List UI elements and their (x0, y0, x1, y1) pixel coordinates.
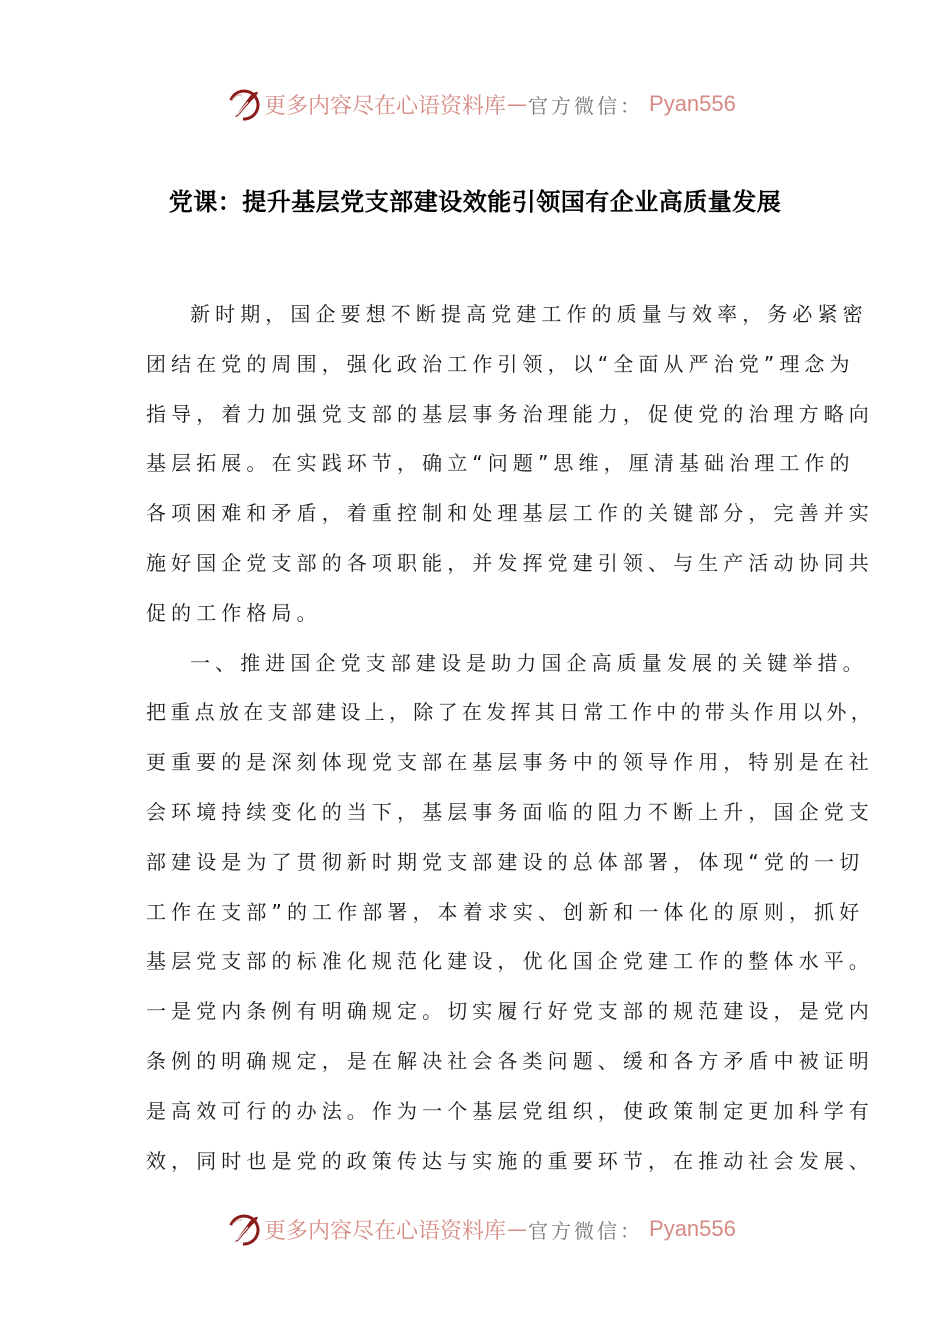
body-line: 条例的明确规定，是在解决社会各类问题、缓和各方矛盾中被证明 (146, 1048, 874, 1073)
body-line: 基层拓展。在实践环节，确立“问题”思维，厘清基础治理工作的 (146, 451, 855, 476)
watermark-official-label: 官方微信： (528, 93, 644, 118)
header-watermark (226, 84, 736, 124)
watermark-wechat-id: Pyan556 (649, 1216, 736, 1241)
body-line: 各项困难和矛盾，着重控制和处理基层工作的关键部分，完善并实 (146, 501, 874, 526)
watermark-dash: — (507, 92, 528, 116)
body-line: 把重点放在支部建设上，除了在发挥其日常工作中的带头作用以外， (146, 700, 875, 725)
body-line: 施好国企党支部的各项职能，并发挥党建引领、与生产活动协同共 (146, 550, 874, 575)
document-title: 党课：提升基层党支部建设效能引领国有企业高质量发展 (168, 188, 782, 216)
body-line: 基层党支部的标准化规范化建设，优化国企党建工作的整体水平。 (146, 949, 874, 974)
body-line: 会环境持续变化的当下，基层事务面临的阻力不断上升，国企党支 (146, 799, 874, 824)
quill-pen-logo-icon (226, 1211, 262, 1247)
body-line: 更重要的是深刻体现党支部在基层事务中的领导作用，特别是在社 (146, 750, 874, 775)
body-line: 工作在支部”的工作部署，本着求实、创新和一体化的原则，抓好 (146, 899, 865, 924)
body-line: 部建设是为了贯彻新时期党支部建设的总体部署，体现“党的一切 (146, 849, 865, 874)
body-line: 促的工作格局。 (146, 600, 322, 625)
watermark-dash: — (507, 1217, 528, 1241)
quill-pen-logo-icon (226, 86, 262, 122)
watermark-wechat-id: Pyan556 (649, 91, 736, 116)
watermark-promo-text: 更多内容尽在心语资料库 (264, 93, 507, 119)
document-body (146, 294, 875, 1190)
body-line: 是高效可行的办法。作为一个基层党组织，使政策制定更加科学有 (146, 1098, 874, 1123)
footer-watermark (226, 1209, 736, 1249)
body-line: 团结在党的周围，强化政治工作引领，以“全面从严治党”理念为 (146, 351, 855, 376)
watermark-official-label: 官方微信： (528, 1218, 644, 1243)
body-line: 指导，着力加强党支部的基层事务治理能力，促使党的治理方略向 (146, 401, 874, 426)
section-heading-line: 一、推进国企党支部建设是助力国企高质量发展的关键举措。 (190, 650, 868, 675)
body-line: 效，同时也是党的政策传达与实施的重要环节，在推动社会发展、 (146, 1148, 874, 1173)
watermark-promo-text: 更多内容尽在心语资料库 (264, 1218, 507, 1244)
body-line: 一是党内条例有明确规定。切实履行好党支部的规范建设，是党内 (146, 999, 874, 1024)
body-line: 新时期，国企要想不断提高党建工作的质量与效率，务必紧密 (190, 302, 868, 326)
